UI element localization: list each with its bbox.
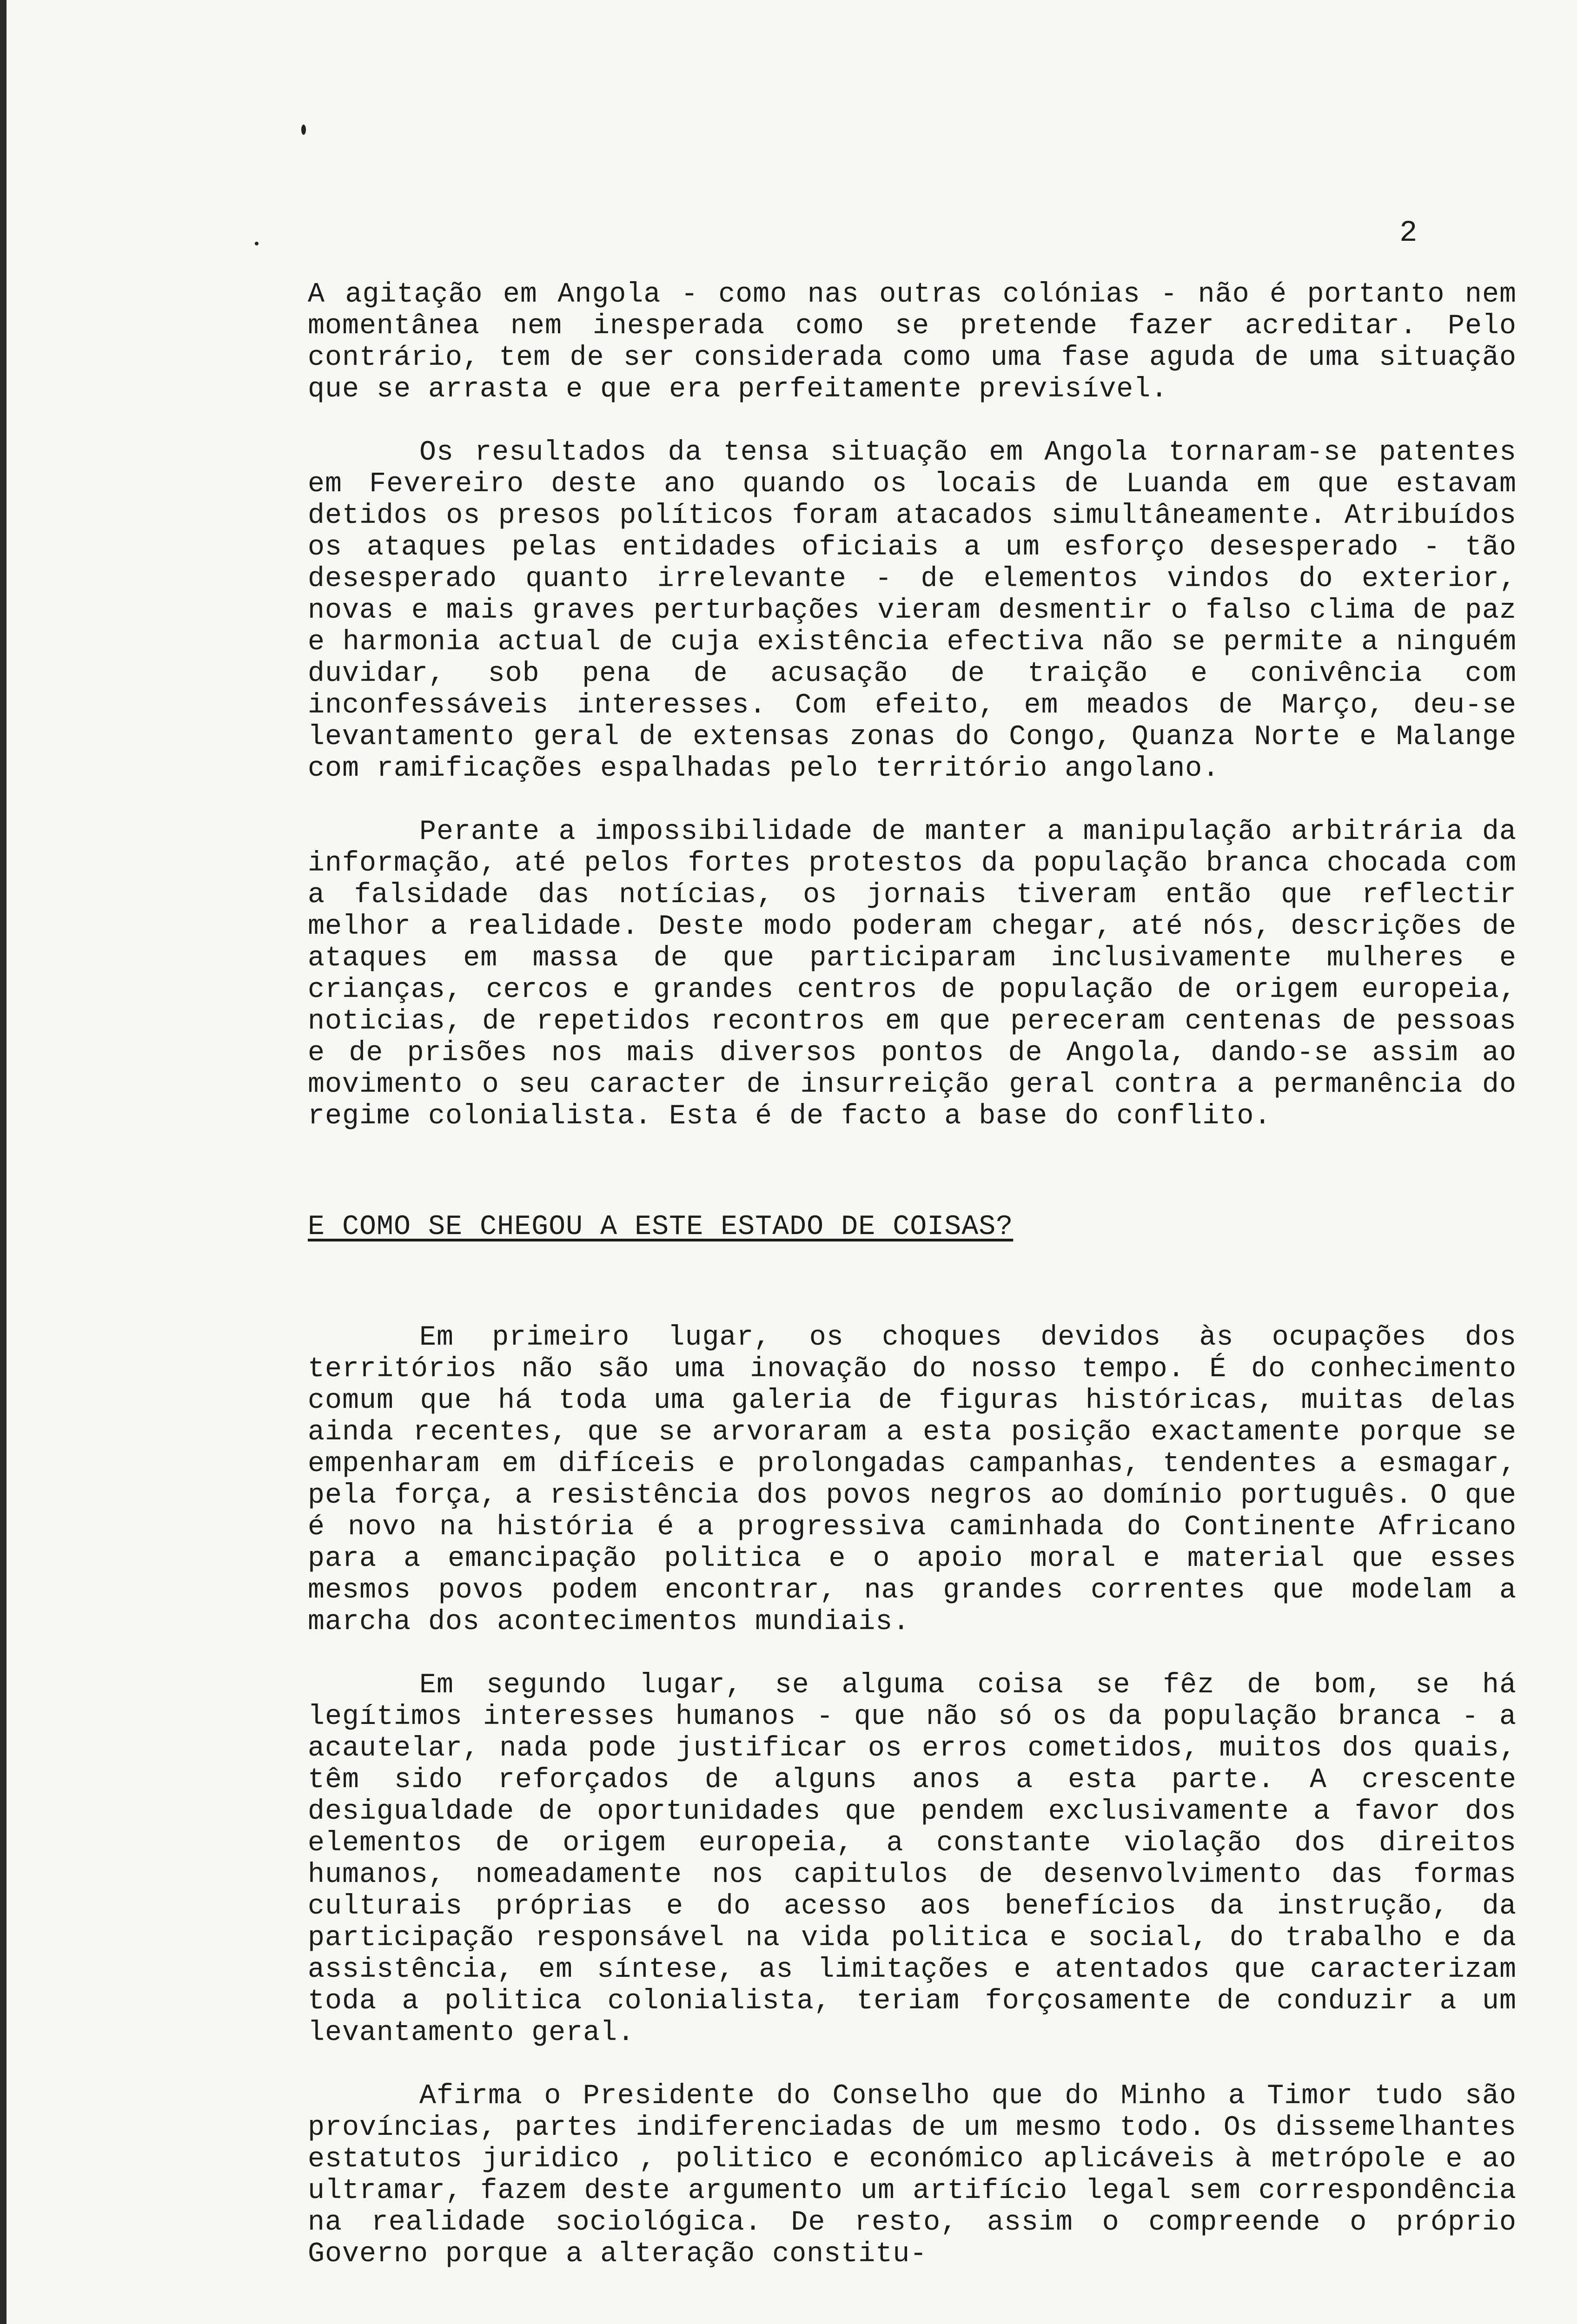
page-number: 2 [1399, 217, 1418, 250]
paragraph-4: Em primeiro lugar, os choques devidos às ocupações dos territórios não são uma inovação do nosso tempo. É do conhecimento comum que há toda uma galeria de figuras históricas, muitas delas ainda recentes, que se arvoraram a esta posição exactamente porque se empenharam em difíceis e prolongadas campanhas, tendentes a esmagar, pela força, a resistência dos povos negros ao domínio português. O que é novo na história é a progressiva caminhada do Continente Africano para a emancipação politica e o apoio moral e material que esses mesmos povos podem encontrar, nas grandes correntes que modelam a marcha dos acontecimentos mundiais. [308, 1322, 1517, 1638]
paragraph-1: A agitação em Angola - como nas outras colónias - não é portanto nem momentânea nem inesperada como se pretende fazer acreditar. Pelo contrário, tem de ser considerada como uma fase aguda de uma situação que se arrasta e que era perfeitamente previsível. [308, 279, 1517, 405]
ink-speck [255, 242, 258, 245]
ink-speck [301, 125, 306, 135]
page-edge [0, 0, 7, 2324]
paragraph-3: Perante a impossibilidade de manter a manipulação arbitrária da informação, até pelos fortes protestos da população branca chocada com a falsidade das notícias, os jornais tiveram então que reflectir melhor a realidade. Deste modo poderam chegar, até nós, descrições de ataques em massa de que participaram inclusivamente mulheres e crianças, cercos e grandes centros de população de origem europeia, noticias, de repetidos recontros em que pereceram centenas de pessoas e de prisões nos mais diversos pontos de Angola, dando-se assim ao movimento o seu caracter de insurreição geral contra a permanência do regime colonialista. Esta é de facto a base do conflito. [308, 816, 1517, 1132]
document-body [308, 279, 1517, 2270]
paragraph-6: Afirma o Presidente do Conselho que do Minho a Timor tudo são províncias, partes indiferenciadas de um mesmo todo. Os dissemelhantes estatutos juridico , politico e económico aplicáveis à metrópole e ao ultramar, fazem deste argumento um artifício legal sem correspondência na realidade sociológica. De resto, assim o compreende o próprio Governo porque a alteração constitu- [308, 2080, 1517, 2270]
section-heading: E COMO SE CHEGOU A ESTE ESTADO DE COISAS? [308, 1211, 1014, 1243]
paragraph-2: Os resultados da tensa situação em Angola tornaram-se patentes em Fevereiro deste ano quando os locais de Luanda em que estavam detidos os presos políticos foram atacados simultâneamente. Atribuídos os ataques pelas entidades oficiais a um esforço desesperado - tão desesperado quanto irrelevante - de elementos vindos do exterior, novas e mais graves perturbações vieram desmentir o falso clima de paz e harmonia actual de cuja existência efectiva não se permite a ninguém duvidar, sob pena de acusação de traição e conivência com inconfessáveis interesses. Com efeito, em meados de Março, deu-se levantamento geral de extensas zonas do Congo, Quanza Norte e Malange com ramificações espalhadas pelo território angolano. [308, 437, 1517, 785]
paragraph-5: Em segundo lugar, se alguma coisa se fêz de bom, se há legítimos interesses humanos - que não só os da população branca - a acautelar, nada pode justificar os erros cometidos, muitos dos quais, têm sido reforçados de alguns anos a esta parte. A crescente desigualdade de oportunidades que pendem exclusivamente a favor dos elementos de origem europeia, a constante violação dos direitos humanos, nomeadamente nos capitulos de desenvolvimento das formas culturais próprias e do acesso aos benefícios da instrução, da participação responsável na vida politica e social, do trabalho e da assistência, em síntese, as limitações e atentados que caracterizam toda a politica colonialista, teriam forçosamente de conduzir a um levantamento geral. [308, 1670, 1517, 2049]
